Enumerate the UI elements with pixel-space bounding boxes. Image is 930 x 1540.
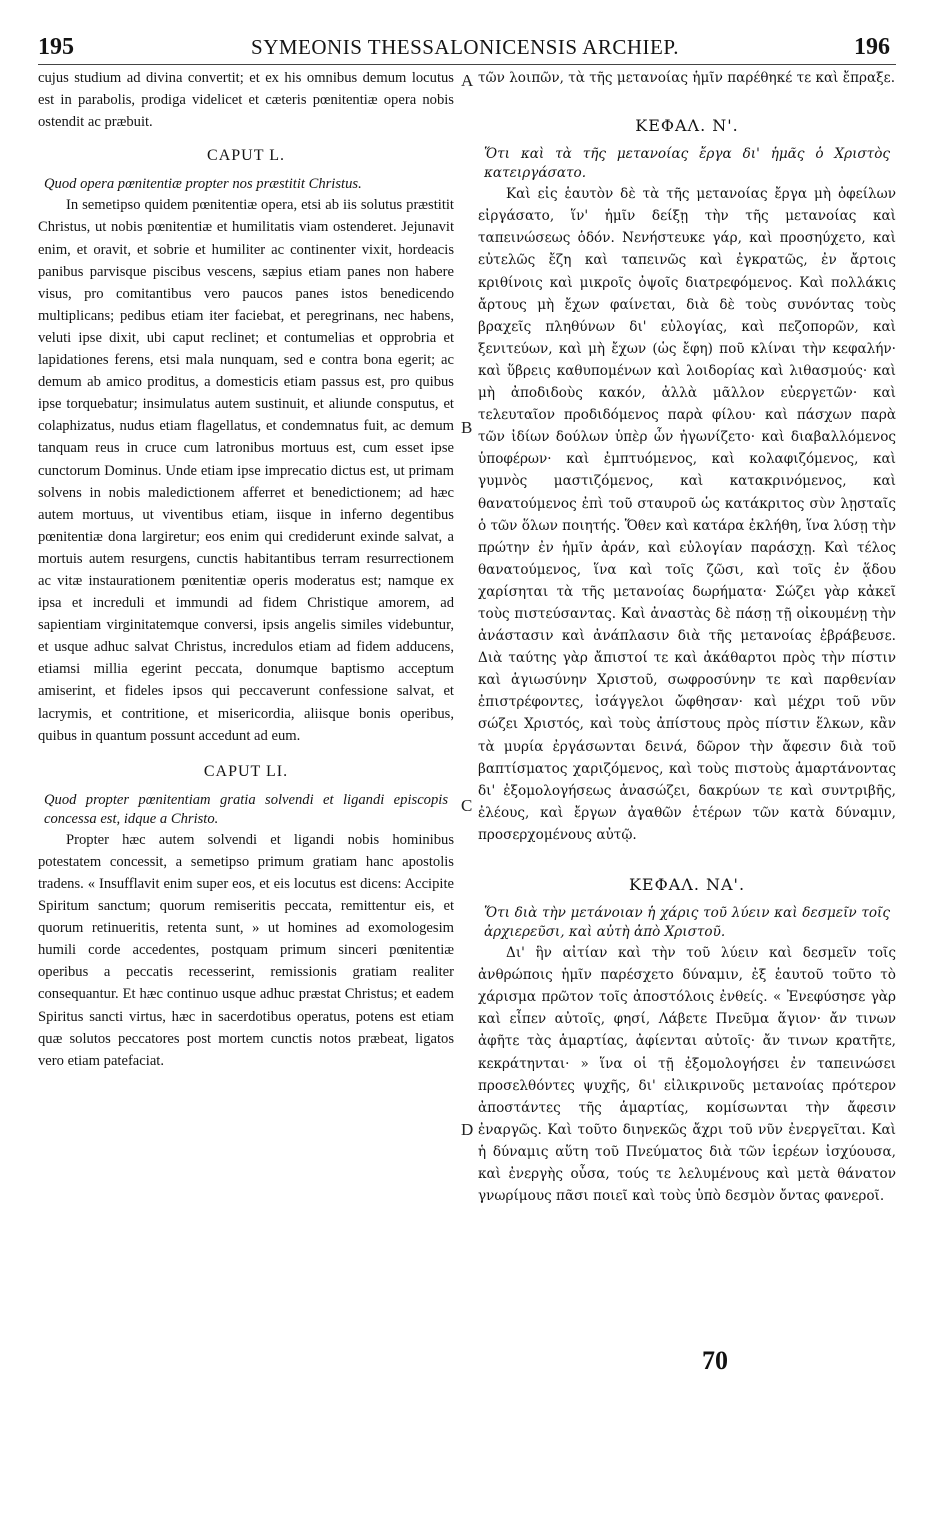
- greek-column: [478, 67, 896, 1207]
- chapter-51-rubric-greek: Ὅτι διὰ τὴν μετάνοιαν ἡ χάρις τοῦ λύειν καὶ δεσμεῖν τοῖς ἀρχιερεῦσι, καὶ αὐτὴ ἀπὸ Χριστοῦ.: [484, 905, 890, 941]
- chapter-51-heading-greek: ΚΕΦΑΛ. ΝΑ'.: [628, 875, 746, 894]
- running-title: SYMEONIS THESSALONICENSIS ARCHIEP.: [251, 35, 679, 59]
- sheet-marker: 70: [702, 1346, 728, 1375]
- chapter-50-rubric-greek: Ὅτι καὶ τὰ τῆς μετανοίας ἔργα δι' ἡμᾶς ὁ Χριστὸς κατειργάσατο.: [484, 146, 890, 182]
- chapter-50-text-latin: In semetipso quidem pœnitentiæ opera, etsi ab iis solutus præstitit Christus, ut nobis pœnitentiæ et humilitatis viam ostenderet. Jejunavit enim, et oravit, et sobrie et humiliter ac continenter vixit, hordeacis panibus parvisque piscibus vescens, sæpius etiam panes non habere visus, pro comitantibus vero paucos panes istos benedicendo multiplicans; pedibus etiam iter faciebat, et peregrinans, nec habens, veluti ipse dixit, ubi caput reclinet; et contumelias et opprobria et lapidationes ferens, etsi mala nunquam, sed e contra bona egerit; ac demum ab amico proditus, a domesticis etiam passus est, pro quibus ipse torquebatur; insimulatus autem sustinuit, et aliunde consputus, et colaphizatus, nudus etiam flagellatus, et condemnatus fuit, ac demum tanquam reus in cruce cum latronibus mortuus est, cum esset ipse cunctorum Dominus. Unde etiam ipse imprecatio dictus est, ut primam solvens in nobis maledictionem afferret et benedictionem; ad hæc autem mortuus, ut viventibus etiam, iisque in inferno degentibus pœnitentiæ dona largiretur; eos enim qui crediderunt exinde salvat, a mortuis autem resurgens, cunctis habitantibus terram resurrectionem ac vitæ instaurationem pœnitentiæ operis moderatus est; namque ex ipsa et increduli et immundi ad fidem Christique amorem, ad sapientiam virginitatemque conversi, ipsis angelis similes videbuntur, et usque adhuc salvat Christus, incredulos etiam ad fidem adducens, etiamsi millia egerint peccata, donumque baptismo acceptum amiserint, et fideles ipsos qui peccaverunt confessione salvat, et lacrymis, et contritione, et misericordia, aliisque bonis operibus, quibus in quantum possunt accedunt ad eum.: [38, 197, 454, 744]
- margin-letter-d: D: [461, 1120, 474, 1139]
- page-number-left: 195: [38, 34, 74, 60]
- page-header: [30, 34, 900, 64]
- chapter-51-rubric-latin: Quod propter pœnitentiam gratia solvendi et ligandi episcopis concessa est, idque a Christo.: [44, 791, 448, 827]
- chapter-50-text-greek: Καὶ εἰς ἑαυτὸν δὲ τὰ τῆς μετανοίας ἔργα μὴ ὀφείλων εἰργάσατο, ἵν' ἡμῖν δείξῃ τὴν τῆς μετανοίας καὶ ταπεινώσεως ὁδόν. Νενήστευκε γάρ, καὶ προσηύχετο, καὶ εὐτελῶς ἔζη καὶ ταπεινῶς καὶ ἐγκρατῶς, ἐν ἄρτοις κριθίνοις καὶ μικροῖς ὀψοῖς διατρεφόμενος. Καὶ πολλάκις ἄρτους μὴ ἔχων φαίνεται, διὰ δὲ τοὺς συνόντας τοὺς βραχεῖς πληθύνων δι' εὐλογίας, καὶ πεζοπορῶν, καὶ ξενιτεύων, καὶ μὴ ἔχων (ὡς ἔφη) ποῦ κλίναι τὴν κεφαλήν· καὶ ὕβρεις καθυπομένων καὶ λοιδορίας καὶ λιθασμούς· καὶ μὴ ἀποδιδοὺς κακόν, ἀλλὰ μᾶλλον εὐεργετῶν· καὶ τελευταῖον προδιδόμενος παρὰ φίλου· καὶ πάσχων παρὰ τῶν ἰδίων δούλων ὑπὲρ ὧν ἠγωνίζετο· καὶ διαβαλλόμενος ὑποφέρων· καὶ ἐμπτυόμενος, καὶ κολαφιζόμενος, καὶ γυμνὸς μαστιζόμενος, καὶ κατακρινόμενος, καὶ θανατούμενος ἐπὶ τοῦ σταυροῦ ὡς κατάκριτος σὺν λῃσταῖς ὁ τῶν ὅλων ποιητής. Ὅθεν καὶ κατάρα ἐκλήθη, ἵνα λύσῃ τὴν πρώτην ἐν ἡμῖν ἀράν, καὶ εὐλογίαν παράσχῃ. Καὶ τέλος θανατούμενος, ἵνα καὶ τοῖς ζῶσι, καὶ τοῖς ἐν ᾅδου χαρίσηται τὰ τῆς μετανοίας δωρήματα· Σώζει γὰρ κἀκεῖ τοὺς πιστεύσαντας. Καὶ ἀναστὰς δὲ πάσῃ τῇ οἰκουμένῃ τὴν ἀνάστασιν καὶ ἀνάπλασιν διὰ τῆς μετανοίας ἐβράβευσε. Διὰ ταύτης γὰρ ἄπιστοί τε καὶ ἀκάθαρτοι πρὸς τὴν πίστιν καὶ ἁγιωσύνην Χριστοῦ, σωφροσύνην τε καὶ παρθενίαν ἐπιστρέφοντες, ἰσάγγελοι ὤφθησαν· καὶ μέχρι τοῦ νῦν σώζει Χριστός, καὶ τοὺς ἀπίστους πρὸς πίστιν ἕλκων, κἂν τὰ μυρία ἐργάσωνται δεινά, δῶρον τὴν ἄφεσιν διὰ τοῦ βαπτίσματος χαριζόμενος, καὶ τοὺς πιστοὺς ἁμαρτάνοντας δι' ἐξομολογήσεως ἀνασώζει, δακρύων τε καὶ συντριβῆς, ἐλέους, καὶ ἔργων ἀγαθῶν ἑτέρων τῶν κατὰ δύναμιν, προσερχομένους αὐτῷ.: [478, 186, 896, 843]
- latin-continuation: cujus studium ad divina convertit; et ex his omnibus demum locutus est in parabolis, prodiga videlicet et cæteris pœnitentiæ opera nobis ostendit ac præbuit.: [38, 70, 454, 131]
- greek-continuation: τῶν λοιπῶν, τὰ τῆς μετανοίας ἡμῖν παρέθηκέ τε καὶ ἔπραξε.: [478, 70, 896, 86]
- chapter-51-text-greek: Δι' ἣν αἰτίαν καὶ τὴν τοῦ λύειν καὶ δεσμεῖν τοῖς ἀνθρώποις ἡμῖν παρέσχετο δύναμιν, ἐξ ἑαυτοῦ τοῦτο τὸ χάρισμα πρῶτον τοῖς ἀποστόλοις ἐνθείς. « Ἐνεφύσησε γὰρ καὶ εἶπεν αὐτοῖς, φησί, Λάβετε Πνεῦμα ἅγιον· ἄν τινων ἀφῆτε τὰς ἁμαρτίας, ἀφίενται αὐτοῖς· ἄν τινων κρατῆτε, κεκράτηνται· » ἵνα οἱ τῇ ἐξομολογήσει ἐν ταπεινώσει προσελθόντες ψυχῆς, δι' εἰλικρινοῦς μετανοίας πρότερον ἀποστάντες τῆς ἁμαρτίας, κομίσωνται τὴν ἄφεσιν ἐναργῶς. Καὶ τοῦτο διηνεκῶς ἄχρι τοῦ νῦν ἐνεργεῖται. Καὶ ἡ δύναμις αὕτη τοῦ Πνεύματος διὰ τῶν ἱερέων ἰσχύουσα, καὶ ἐνεργὴς οὖσα, τούς τε λελυμένους καὶ μετὰ θάνατον γνωρίμους πᾶσι ποιεῖ καὶ τοὺς ὑπὸ δεσμὸν ὄντας φανεροῖ.: [478, 945, 896, 1205]
- header-rule: [38, 64, 896, 65]
- page-number-right: 196: [854, 34, 890, 60]
- chapter-50-heading-greek: ΚΕΦΑΛ. Ν'.: [635, 116, 739, 136]
- chapter-51-heading-latin: CAPUT LI.: [203, 762, 289, 780]
- latin-column: [38, 67, 454, 1072]
- margin-letter-c: C: [461, 796, 473, 815]
- chapter-51-text-latin: Propter hæc autem solvendi et ligandi nobis hominibus potestatem concessit, a semetipso primum gratiam hanc apostolis tradens. « Insufflavit enim super eos, et eis locutus est dicens: Accipite Spiritum sanctum; quorum remiseritis peccata, remittentur eis, et quorum retinueritis, retenta sunt, » ut homines ad exomologesim humili corde accedentes, postquam primum sinceri pœnitentiæ operibus a peccatis recesserint, remissionis gratiam realiter consequantur. Et hæc continuo usque adhuc præstat Christus; et eadem Spiritus sancti virtus, hæc in sacerdotibus operatus, potens est etiam quæ solutos peccatores post mortem cunctis notos præbeat, ligatos vero etiam patefaciat.: [38, 831, 454, 1069]
- margin-letter-b: B: [461, 418, 473, 437]
- chapter-50-rubric-latin: Quod opera pœnitentiæ propter nos præstitit Christus.: [44, 176, 362, 193]
- margin-letter-a: A: [461, 71, 474, 90]
- chapter-50-heading-latin: CAPUT L.: [207, 147, 285, 165]
